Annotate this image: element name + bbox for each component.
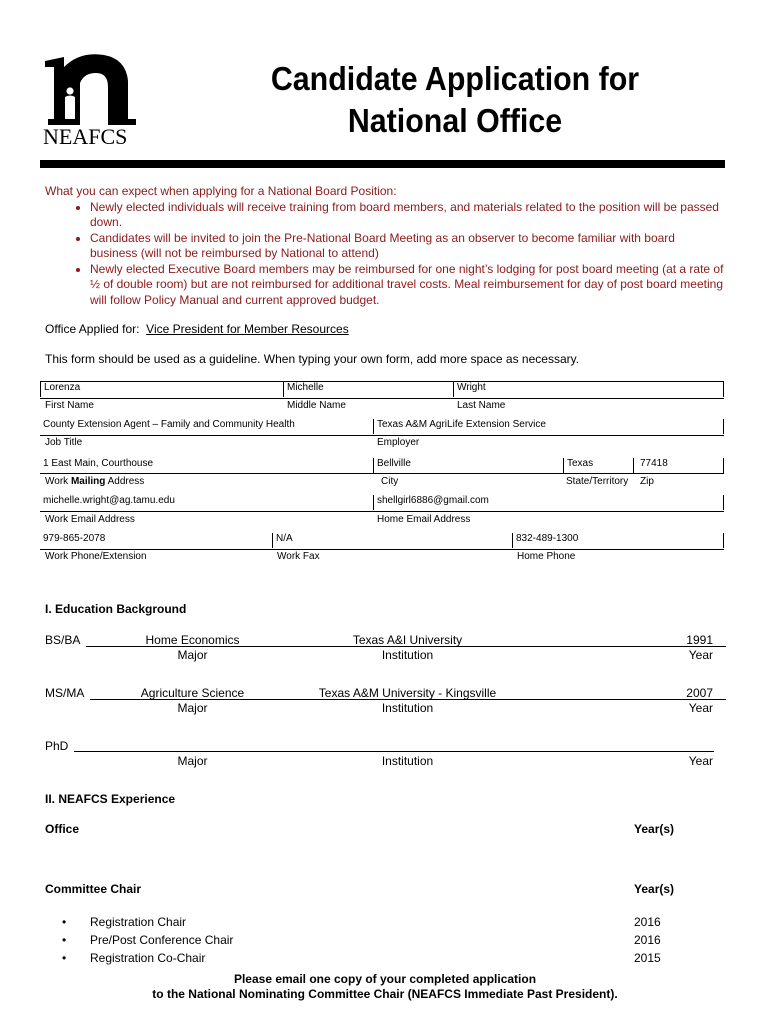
work-email-field[interactable]: michelle.wright@ag.tamu.edu (43, 495, 175, 506)
home-phone-field[interactable]: 832-489-1300 (512, 533, 578, 548)
address-label-bold: Mailing (70, 476, 106, 487)
intro-heading: What you can expect when applying for a National Board Position: (45, 184, 397, 198)
address-label (45, 476, 144, 488)
neafcs-logo (40, 47, 155, 147)
neafcs-logo-mark (40, 47, 155, 147)
middle-name-field[interactable]: Michelle (283, 382, 324, 397)
year-label: Year (688, 648, 713, 662)
phd-line[interactable] (74, 751, 714, 752)
phone-row (40, 533, 724, 550)
major-label: Major (177, 648, 208, 662)
footer-line-2: to the National Nominating Committee Chair (NEAFCS Immediate Past President). (152, 987, 618, 1001)
row-end (723, 419, 727, 434)
last-name-field[interactable]: Wright (453, 382, 486, 397)
address-field[interactable]: 1 East Main, Courthouse (43, 458, 154, 469)
intro-list (45, 200, 725, 309)
zip-field[interactable]: 77418 (633, 458, 668, 473)
address-label-post: Address (105, 476, 145, 487)
first-name-field[interactable]: Lorenza (40, 382, 80, 397)
name-row (40, 381, 724, 399)
address-row (40, 456, 724, 474)
committee-item-year: 2016 (634, 933, 661, 947)
degree-phd: PhD (45, 739, 69, 753)
home-email-field[interactable]: shellgirl6886@gmail.com (373, 495, 489, 510)
intro-bullet: • Newly elected individuals will receive training from board members, and materials related to the position will be passed down. (90, 200, 725, 231)
committee-item-name: Registration Co-Chair (90, 951, 206, 965)
guideline-text: This form should be used as a guideline. When typing your own form, add more space as necessary. (45, 352, 580, 366)
job-title-field[interactable]: County Extension Agent – Family and Community Health (43, 419, 295, 430)
work-phone-field[interactable]: 979-865-2078 (43, 533, 106, 544)
work-fax-label: Work Fax (277, 551, 320, 562)
bullet-icon: • (62, 933, 67, 947)
title-line-2: National Office (347, 102, 563, 139)
middle-name-label: Middle Name (287, 400, 346, 411)
last-name-label: Last Name (457, 400, 506, 411)
row-end (723, 382, 727, 397)
intro-section (45, 184, 725, 308)
major-label: Major (177, 701, 208, 715)
bullet-icon: • (62, 951, 67, 965)
committee-item-name: Pre/Post Conference Chair (90, 933, 234, 947)
experience-heading: II. NEAFCS Experience (45, 792, 176, 806)
title-rule (40, 160, 725, 168)
row-end (723, 495, 727, 510)
employer-label: Employer (377, 437, 420, 448)
row-end (723, 533, 727, 548)
home-phone-label: Home Phone (517, 551, 576, 562)
job-row (40, 419, 724, 436)
office-label: Office (45, 822, 80, 836)
intro-bullet: • Newly elected Executive Board members may be reimbursed for one night’s lodging for post board meeting (at a rate of ½ of double room) but are not reimbursed for additional travel costs. Meal reimbursement for day of post board meeting will follow Policy Manual and current approved budget. (90, 262, 725, 309)
employer-field[interactable]: Texas A&M AgriLife Extension Service (373, 419, 546, 434)
committee-years-label: Year(s) (634, 882, 675, 896)
zip-label: Zip (640, 476, 654, 487)
title-line-1: Candidate Application for (270, 60, 640, 97)
work-phone-label: Work Phone/Extension (45, 551, 147, 562)
city-label: City (381, 476, 399, 487)
list-item (60, 931, 680, 949)
committee-item-year: 2016 (634, 915, 661, 929)
committee-list (60, 913, 680, 967)
logo-text: NEAFCS (43, 124, 128, 147)
msma-year[interactable]: 2007 (686, 686, 713, 700)
state-label: State/Territory (566, 476, 629, 487)
degree-msma: MS/MA (45, 686, 85, 700)
office-applied (45, 322, 349, 336)
bullet-icon: • (62, 915, 67, 929)
bsba-institution[interactable]: Texas A&I University (352, 633, 463, 647)
committee-label: Committee Chair (45, 882, 142, 896)
major-label: Major (177, 754, 208, 768)
office-years-label: Year(s) (634, 822, 675, 836)
degree-bsba: BS/BA (45, 633, 81, 647)
row-end (723, 458, 727, 473)
footer-line-1: Please email one copy of your completed application (233, 972, 537, 986)
list-item (60, 913, 680, 931)
committee-item-year: 2015 (634, 951, 661, 965)
list-item (60, 949, 680, 967)
email-row (40, 495, 724, 512)
committee-item-name: Registration Chair (90, 915, 187, 929)
bsba-major[interactable]: Home Economics (145, 633, 240, 647)
work-fax-field[interactable]: N/A (272, 533, 293, 548)
office-applied-value[interactable]: Vice President for Member Resources (146, 322, 349, 336)
intro-bullet: • Candidates will be invited to join the Pre-National Board Meeting as an observer to become familiar with board business (will not be reimbursed by National to attend) (90, 231, 725, 262)
year-label: Year (688, 754, 713, 768)
work-email-label: Work Email Address (45, 514, 135, 525)
job-title-label: Job Title (45, 437, 83, 448)
education-heading: I. Education Background (45, 602, 187, 616)
office-applied-label: Office Applied for: (45, 322, 140, 336)
home-email-label: Home Email Address (377, 514, 471, 525)
city-field[interactable]: Bellville (373, 458, 411, 473)
year-label: Year (688, 701, 713, 715)
state-field[interactable]: Texas (563, 458, 593, 473)
address-label-pre: Work (45, 476, 71, 487)
bsba-year[interactable]: 1991 (686, 633, 713, 647)
msma-institution[interactable]: Texas A&M University - Kingsville (318, 686, 497, 700)
msma-major[interactable]: Agriculture Science (140, 686, 245, 700)
first-name-label: First Name (45, 400, 94, 411)
institution-label: Institution (381, 754, 434, 768)
institution-label: Institution (381, 648, 434, 662)
page-title (220, 58, 689, 142)
institution-label: Institution (381, 701, 434, 715)
